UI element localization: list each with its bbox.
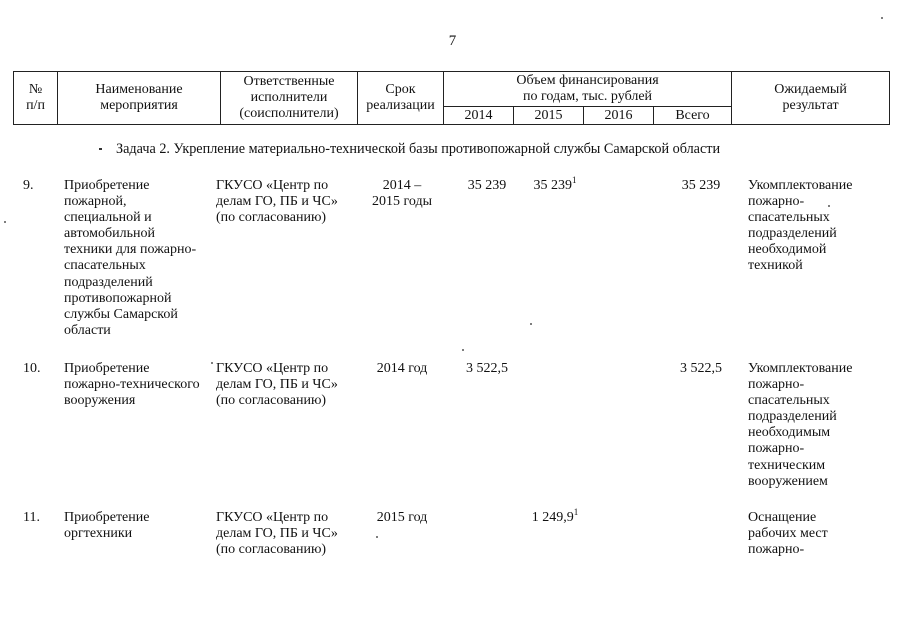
scan-speck [4,221,6,223]
header-term: Срок реализации [358,72,444,125]
row-term: 2014 год [376,361,428,376]
header-year-2016: 2016 [584,107,654,125]
row-name: Приобретение пожарно-технического вооружения [64,361,200,409]
scan-speck [462,349,464,351]
row-responsible: ГКУСО «Центр по делам ГО, ПБ и ЧС» (по согласованию) [216,178,338,226]
scan-speck [211,362,213,364]
speck-mark [99,148,102,150]
header-num: № п/п [14,72,58,125]
row-2014: 3 522,5 [466,361,508,376]
footnote-mark: 1 [572,175,577,185]
row-num: 10. [23,361,41,376]
header-result: Ожидаемый результат [732,72,890,125]
row-name: Приобретение пожарной, специальной и автомобильной техники для пожарно- спасательных подразделений противопожарной службы Самарской области [64,178,197,338]
row-total: 35 239 [681,178,721,193]
header-total: Всего [654,107,732,125]
header-year-2014: 2014 [444,107,514,125]
footnote-mark: 1 [573,507,579,517]
page-number: 7 [448,33,457,49]
scan-speck [828,205,830,207]
table-header [13,71,890,125]
row-2014: 35 239 [467,178,507,193]
task-title: Задача 2. Укрепление материально-технической базы противопожарной службы Самарской области [116,141,721,157]
row-responsible: ГКУСО «Центр по делам ГО, ПБ и ЧС» (по согласованию) [216,361,338,409]
row-name: Приобретение оргтехники [64,510,150,542]
row-2015: 35 $239^1$ [533,175,577,193]
scan-speck [376,536,378,538]
header-funding: Объем финансирования по годам, тыс. рублей [444,72,732,107]
row-term: 2014 – 2015 годы [371,178,433,210]
row-num: 9. [23,178,34,193]
row-num: 11. [23,510,40,525]
row-2015: 1 249,9$^1$ [531,507,579,525]
header-year-2015: 2015 [514,107,584,125]
row-result: Укомплектование пожарно- спасательных подразделений необходимой техникой [748,178,853,274]
scan-speck [881,17,883,19]
scan-speck [530,323,532,325]
row-result: Оснащение рабочих мест пожарно- [748,510,828,558]
row-term: 2015 год [376,510,428,525]
header-responsible: Ответственные исполнители (соисполнители) [221,72,358,125]
row-responsible: ГКУСО «Центр по делам ГО, ПБ и ЧС» (по согласованию) [216,510,338,558]
header-name: Наименование мероприятия [58,72,221,125]
row-total: 3 522,5 [680,361,722,376]
row-result: Укомплектование пожарно- спасательных подразделений необходимым пожарно- техническим вооружением [748,361,853,489]
